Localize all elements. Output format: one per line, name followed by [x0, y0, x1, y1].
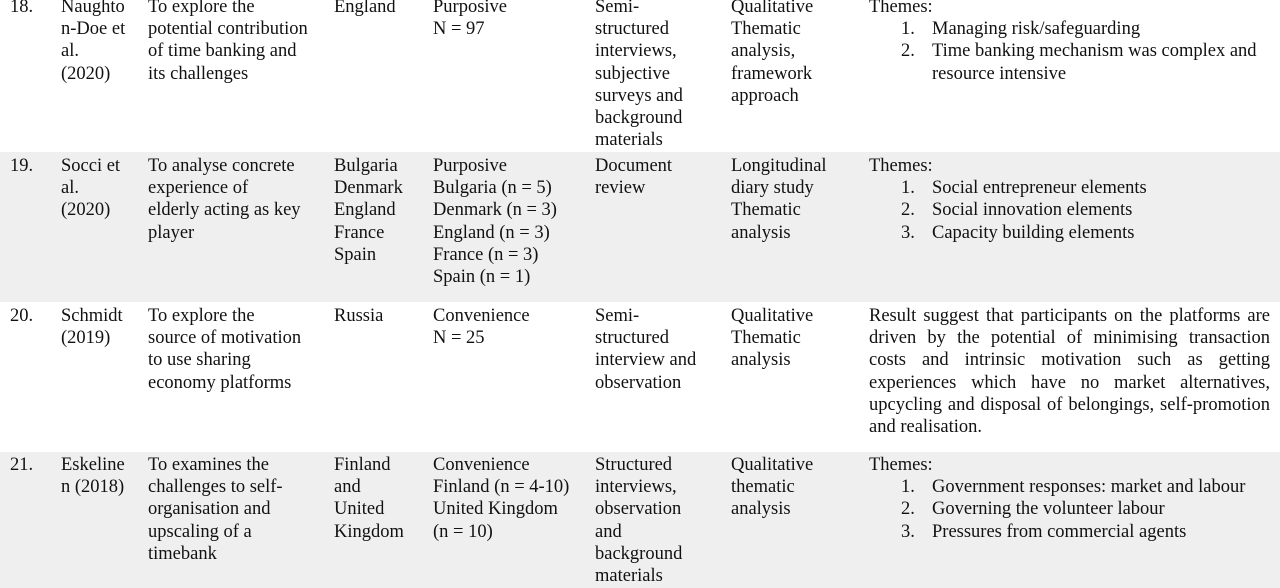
- theme-text: Managing risk/safeguarding: [932, 19, 1141, 40]
- study-country: [334, 155, 426, 266]
- collection-line: subjective: [595, 63, 671, 84]
- aim-line: challenges to self-: [148, 477, 283, 498]
- theme-item: [869, 476, 1270, 498]
- theme-item: [869, 40, 1270, 84]
- collection-line: interviews,: [595, 41, 677, 62]
- sample-line: Denmark (n = 3): [433, 200, 557, 221]
- collection-line: background: [595, 543, 683, 564]
- author-line: al.: [61, 178, 79, 199]
- sample-line: N = 25: [433, 328, 485, 349]
- author-line: n (2018): [61, 477, 125, 498]
- study-data-collection: [595, 155, 725, 199]
- country-line: Finland: [334, 455, 391, 475]
- study-sample: [433, 305, 591, 349]
- theme-number: 3.: [901, 521, 915, 542]
- analysis-line: approach: [731, 85, 799, 106]
- findings-heading: Themes:: [869, 156, 933, 176]
- author-line: (2019): [61, 328, 111, 349]
- themes-list: [869, 18, 1270, 85]
- analysis-line: analysis: [731, 499, 791, 520]
- aim-line: To explore the: [148, 306, 255, 326]
- theme-text: Social entrepreneur elements: [932, 178, 1147, 199]
- study-findings-text: Result suggest that participants on the platforms are driven by the potential of minimising transaction costs and intrinsic motivation such as getting experiences which have no market alternatives, upcycling and disposal of belongings, self-promotion and realisation.: [869, 306, 1270, 438]
- collection-line: Semi-: [595, 306, 640, 326]
- sample-line: Purposive: [433, 156, 507, 176]
- table-row: [0, 302, 1280, 452]
- table-row: [0, 152, 1280, 302]
- collection-line: interviews,: [595, 477, 677, 498]
- country-line: England: [334, 200, 396, 221]
- themes-list: [869, 177, 1270, 244]
- study-data-collection: [595, 0, 725, 151]
- theme-item: [869, 177, 1270, 199]
- country-line: Kingdom: [334, 521, 404, 542]
- study-author: [61, 305, 141, 349]
- country-line: Denmark: [334, 178, 403, 199]
- table-row: [0, 452, 1280, 588]
- author-line: (2020): [61, 200, 111, 221]
- country-line: Spain: [334, 244, 377, 265]
- table-row: [0, 0, 1280, 152]
- author-line: (2020): [61, 63, 111, 84]
- study-aim: [148, 155, 328, 244]
- theme-number: 2.: [901, 41, 915, 62]
- study-analysis: [731, 305, 863, 372]
- sample-line: Purposive: [433, 0, 507, 17]
- collection-line: materials: [595, 566, 663, 587]
- country-line: Bulgaria: [334, 156, 398, 176]
- study-author: [61, 454, 141, 498]
- study-aim: [148, 305, 328, 394]
- study-sample: [433, 454, 591, 543]
- theme-item: [869, 199, 1270, 221]
- analysis-line: Longitudinal: [731, 156, 827, 176]
- study-findings: [869, 454, 1270, 543]
- study-country: [334, 454, 426, 543]
- study-analysis: [731, 155, 863, 244]
- collection-line: structured: [595, 19, 669, 40]
- theme-text: Pressures from commercial agents: [932, 521, 1187, 542]
- analysis-line: Qualitative: [731, 306, 814, 326]
- sample-line: France (n = 3): [433, 244, 539, 265]
- theme-number: 1.: [901, 477, 915, 498]
- aim-line: experience of: [148, 178, 249, 199]
- collection-line: background: [595, 108, 683, 129]
- analysis-line: analysis: [731, 222, 791, 243]
- aim-line: player: [148, 222, 195, 243]
- study-analysis: [731, 454, 863, 521]
- collection-line: Semi-: [595, 0, 640, 17]
- collection-line: interview and: [595, 350, 697, 371]
- analysis-line: Qualitative: [731, 0, 814, 17]
- country-line: United: [334, 499, 385, 520]
- author-line: Socci et: [61, 156, 121, 176]
- findings-heading: Themes:: [869, 0, 933, 17]
- aim-line: economy platforms: [148, 372, 292, 393]
- study-aim: [148, 0, 328, 85]
- study-findings: [869, 0, 1270, 85]
- author-line: n-Doe et: [61, 19, 126, 40]
- collection-line: Document: [595, 156, 673, 176]
- country-line: France: [334, 222, 385, 243]
- sample-line: Bulgaria (n = 5): [433, 178, 552, 199]
- aim-line: organisation and: [148, 499, 271, 520]
- country-line: and: [334, 477, 361, 498]
- theme-number: 2.: [901, 499, 915, 520]
- findings-heading: Themes:: [869, 455, 933, 475]
- aim-line: potential contribution: [148, 19, 308, 40]
- author-line: Naughto: [61, 0, 125, 17]
- aim-line: its challenges: [148, 63, 249, 84]
- collection-line: materials: [595, 130, 663, 151]
- theme-item: [869, 18, 1270, 40]
- collection-line: review: [595, 178, 646, 199]
- theme-number: 2.: [901, 200, 915, 221]
- aim-line: elderly acting as key: [148, 200, 301, 221]
- analysis-line: analysis,: [731, 41, 796, 62]
- study-author: [61, 0, 141, 85]
- collection-line: observation: [595, 499, 682, 520]
- country-line: Russia: [334, 306, 384, 326]
- collection-line: observation: [595, 372, 682, 393]
- sample-line: Finland (n = 4-10): [433, 477, 570, 498]
- study-country: [334, 305, 426, 327]
- theme-text: Social innovation elements: [932, 200, 1133, 221]
- themes-list: [869, 476, 1270, 543]
- collection-line: and: [595, 521, 622, 542]
- author-line: Schmidt: [61, 306, 123, 326]
- study-analysis: [731, 0, 863, 107]
- country-line: England: [334, 0, 396, 17]
- sample-line: N = 97: [433, 19, 485, 40]
- aim-line: timebank: [148, 543, 217, 564]
- analysis-line: framework: [731, 63, 813, 84]
- theme-text: Capacity building elements: [932, 222, 1135, 243]
- study-number: 21.: [10, 455, 34, 475]
- sample-line: Convenience: [433, 306, 530, 326]
- sample-line: Convenience: [433, 455, 530, 475]
- aim-line: To explore the: [148, 0, 255, 17]
- theme-text: Government responses: market and labour: [932, 477, 1246, 498]
- collection-line: Structured: [595, 455, 673, 475]
- study-country: [334, 0, 426, 18]
- aim-line: upscaling of a: [148, 521, 252, 542]
- analysis-line: analysis: [731, 350, 791, 371]
- aim-line: To examines the: [148, 455, 269, 475]
- study-sample: [433, 0, 591, 40]
- theme-number: 1.: [901, 19, 915, 40]
- analysis-line: Thematic: [731, 328, 801, 349]
- aim-line: source of motivation: [148, 328, 302, 349]
- study-findings: [869, 155, 1270, 244]
- analysis-line: Qualitative: [731, 455, 814, 475]
- analysis-line: Thematic: [731, 19, 801, 40]
- theme-text: Time banking mechanism was complex and: [932, 41, 1257, 62]
- theme-item: [869, 498, 1270, 520]
- study-number: 19.: [10, 156, 34, 176]
- sample-line: United Kingdom: [433, 499, 558, 520]
- study-number: 20.: [10, 306, 34, 326]
- analysis-line: diary study: [731, 178, 814, 199]
- study-number: 18.: [10, 0, 34, 17]
- study-aim: [148, 454, 328, 565]
- study-sample: [433, 155, 591, 288]
- study-data-collection: [595, 454, 725, 587]
- theme-number: 3.: [901, 222, 915, 243]
- study-data-collection: [595, 305, 725, 394]
- analysis-line: thematic: [731, 477, 795, 498]
- sample-line: England (n = 3): [433, 222, 550, 243]
- collection-line: surveys and: [595, 85, 683, 106]
- theme-item: [869, 222, 1270, 244]
- aim-line: To analyse concrete: [148, 156, 295, 176]
- sample-line: (n = 10): [433, 521, 493, 542]
- analysis-line: Thematic: [731, 200, 801, 221]
- collection-line: structured: [595, 328, 669, 349]
- study-author: [61, 155, 141, 222]
- author-line: Eskeline: [61, 455, 125, 475]
- aim-line: to use sharing: [148, 350, 251, 371]
- theme-text: Governing the volunteer labour: [932, 499, 1165, 520]
- aim-line: of time banking and: [148, 41, 297, 62]
- sample-line: Spain (n = 1): [433, 267, 531, 288]
- theme-number: 1.: [901, 178, 915, 199]
- author-line: al.: [61, 41, 79, 62]
- theme-item: [869, 521, 1270, 543]
- theme-text: resource intensive: [932, 63, 1067, 84]
